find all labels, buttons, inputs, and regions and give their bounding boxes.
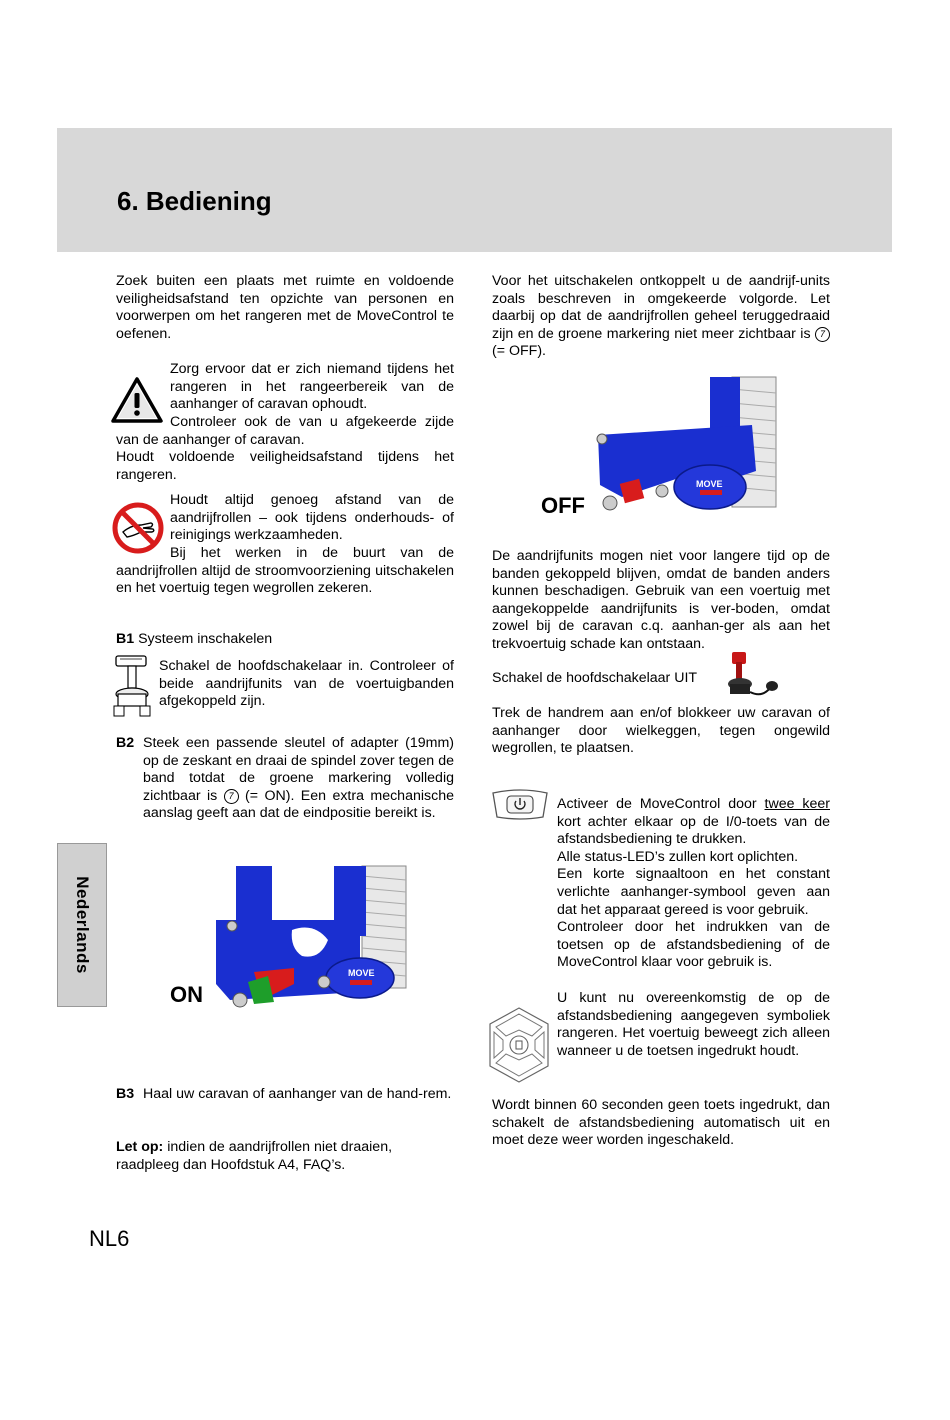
note-text: indien de aandrijfrollen niet draaien, raadpleeg dan Hoofdstuk A4, FAQ’s. — [116, 1139, 393, 1173]
svg-text:MOVE: MOVE — [348, 968, 375, 978]
auto-off-paragraph: Wordt binnen 60 seconden geen toets ingedrukt, dan schakelt de afstandsbediening automatisch uit en moet deze weer worden ingeschakeld. — [492, 1097, 830, 1149]
drive-unit-on-illustration — [210, 864, 410, 1024]
language-tab-label: Nederlands — [72, 876, 92, 974]
warning1-text: Zorg ervoor dat er zich niemand tijdens het rangeren in het rangeerbereik van de aanhanger of caravan ophoudt. — [170, 361, 454, 413]
off-text-b: (= OFF). — [492, 343, 546, 360]
warning3-paragraph: De aandrijfunits mogen niet voor langere tijd op de banden gekoppeld blijven, omdat de banden anders kunnen beschadigen. Gebruik van een voertuig met aangekoppelde aandrijfunits is ver-boden, omdat zowel bij de caravan c.q. aanhan-ger als aan het trekvoertuig schade kan ontstaan. — [492, 548, 830, 652]
power-button-icon — [489, 789, 551, 821]
main-switch-off-icon — [726, 650, 786, 704]
note-paragraph — [116, 1139, 454, 1174]
b3-label: B3 — [116, 1086, 135, 1102]
activate-text-c: Alle status-LED’s zullen kort oplichten. — [557, 848, 799, 865]
off-text-a: Voor het uitschakelen ontkoppelt u de aandrijf-units zoals beschreven in omgekeerde volgorde. Let daarbij op dat de aandrijfrollen geheel teruggedraaid zijn en de groene markering niet meer zichtbaar is — [492, 273, 830, 342]
b2-text-a: Steek een passende sleutel of adapter (19mm) op de zeskant en draai de spindel zover tegen de band totdat de groene markering volledig zichtbaar is — [143, 735, 454, 804]
language-tab — [57, 843, 107, 1007]
b2-text-c: Een extra mechanische aanslag geeft aan dat de eindpositie bereikt is. — [143, 787, 454, 822]
page-title: 6. Bediening — [117, 186, 272, 216]
activate-text-e: Controleer door het indrukken van de toetsen op de afstandsbediening of de MoveControl klaar voor gebruik is. — [557, 919, 830, 971]
activate-underline: twee keer — [764, 796, 830, 812]
warning1-text-b: Controleer ook de van u afgekeerde zijde van de aanhanger of caravan. — [116, 414, 454, 448]
b1-label: B1 — [116, 631, 135, 647]
b2-text-b: (= ON). — [245, 787, 295, 804]
section-header — [57, 128, 892, 252]
warning2-text-a: Houdt altijd genoeg afstand van de aandrijfrollen – ook tijdens onderhouds- of reinigings werkzaamheden. — [170, 492, 454, 544]
drive-unit-off-illustration — [592, 375, 787, 525]
switch-off-text: Schakel de hoofdschakelaar UIT — [492, 670, 698, 686]
main-switch-icon — [110, 654, 156, 720]
b3-text: Haal uw caravan of aanhanger van de hand-rem. — [143, 1086, 452, 1102]
off-paragraph — [492, 273, 830, 361]
page-number: NL6 — [89, 1226, 130, 1251]
warning2-text-b: Bij het werken in de buurt van de aandrijfrollen altijd de stroomvoorziening uitschakelen en het voertuig tegen wegrollen zekeren. — [116, 545, 454, 597]
activate-text-a: Activeer de MoveControl door — [557, 796, 757, 812]
maneuver-paragraph: U kunt nu overeenkomstig de op de afstandsbediening aangegeven symboliek rangeren. Het voertuig beweegt zich alleen wanneer u de toetsen ingedrukt houdt. — [557, 990, 830, 1059]
b2-block — [116, 735, 454, 823]
b1-text: Schakel de hoofdschakelaar in. Controleer of beide aandrijfunits van de voertuigbanden afgekoppeld zijn. — [159, 658, 454, 710]
off-symbol-icon: 7 — [815, 327, 830, 342]
svg-text:MOVE: MOVE — [696, 479, 723, 489]
b3-block — [116, 1086, 454, 1104]
warning1-text-c: Houdt voldoende veiligheidsafstand tijdens het rangeren. — [116, 449, 454, 483]
b2-label: B2 — [116, 735, 135, 751]
off-label: OFF — [541, 493, 585, 518]
b1-heading — [116, 631, 454, 649]
activate-text-b: kort achter elkaar op de I/0-toets van de afstandsbediening te drukken. — [557, 813, 830, 848]
handbrake-paragraph: Trek de handrem aan en/of blokkeer uw caravan of aanhanger door wielkeggen, tegen ongewild wegrollen, te plaatsen. — [492, 705, 830, 757]
activate-text-d: Een korte signaaltoon en het constant verlichte aanhanger-symbool geven aan dat het apparaat gereed is voor gebruik. — [557, 866, 830, 918]
on-label: ON — [170, 982, 203, 1007]
b1-title: Systeem inschakelen — [138, 631, 273, 647]
note-label: Let op: — [116, 1139, 164, 1155]
intro-paragraph: Zoek buiten een plaats met ruimte en voldoende veiligheidsafstand ten opzichte van personen en voorwerpen om het rangeren met de MoveControl te oefenen. — [116, 273, 454, 342]
remote-control-icon — [486, 1006, 552, 1084]
on-symbol-icon: 7 — [224, 789, 239, 804]
activate-block — [557, 796, 830, 972]
